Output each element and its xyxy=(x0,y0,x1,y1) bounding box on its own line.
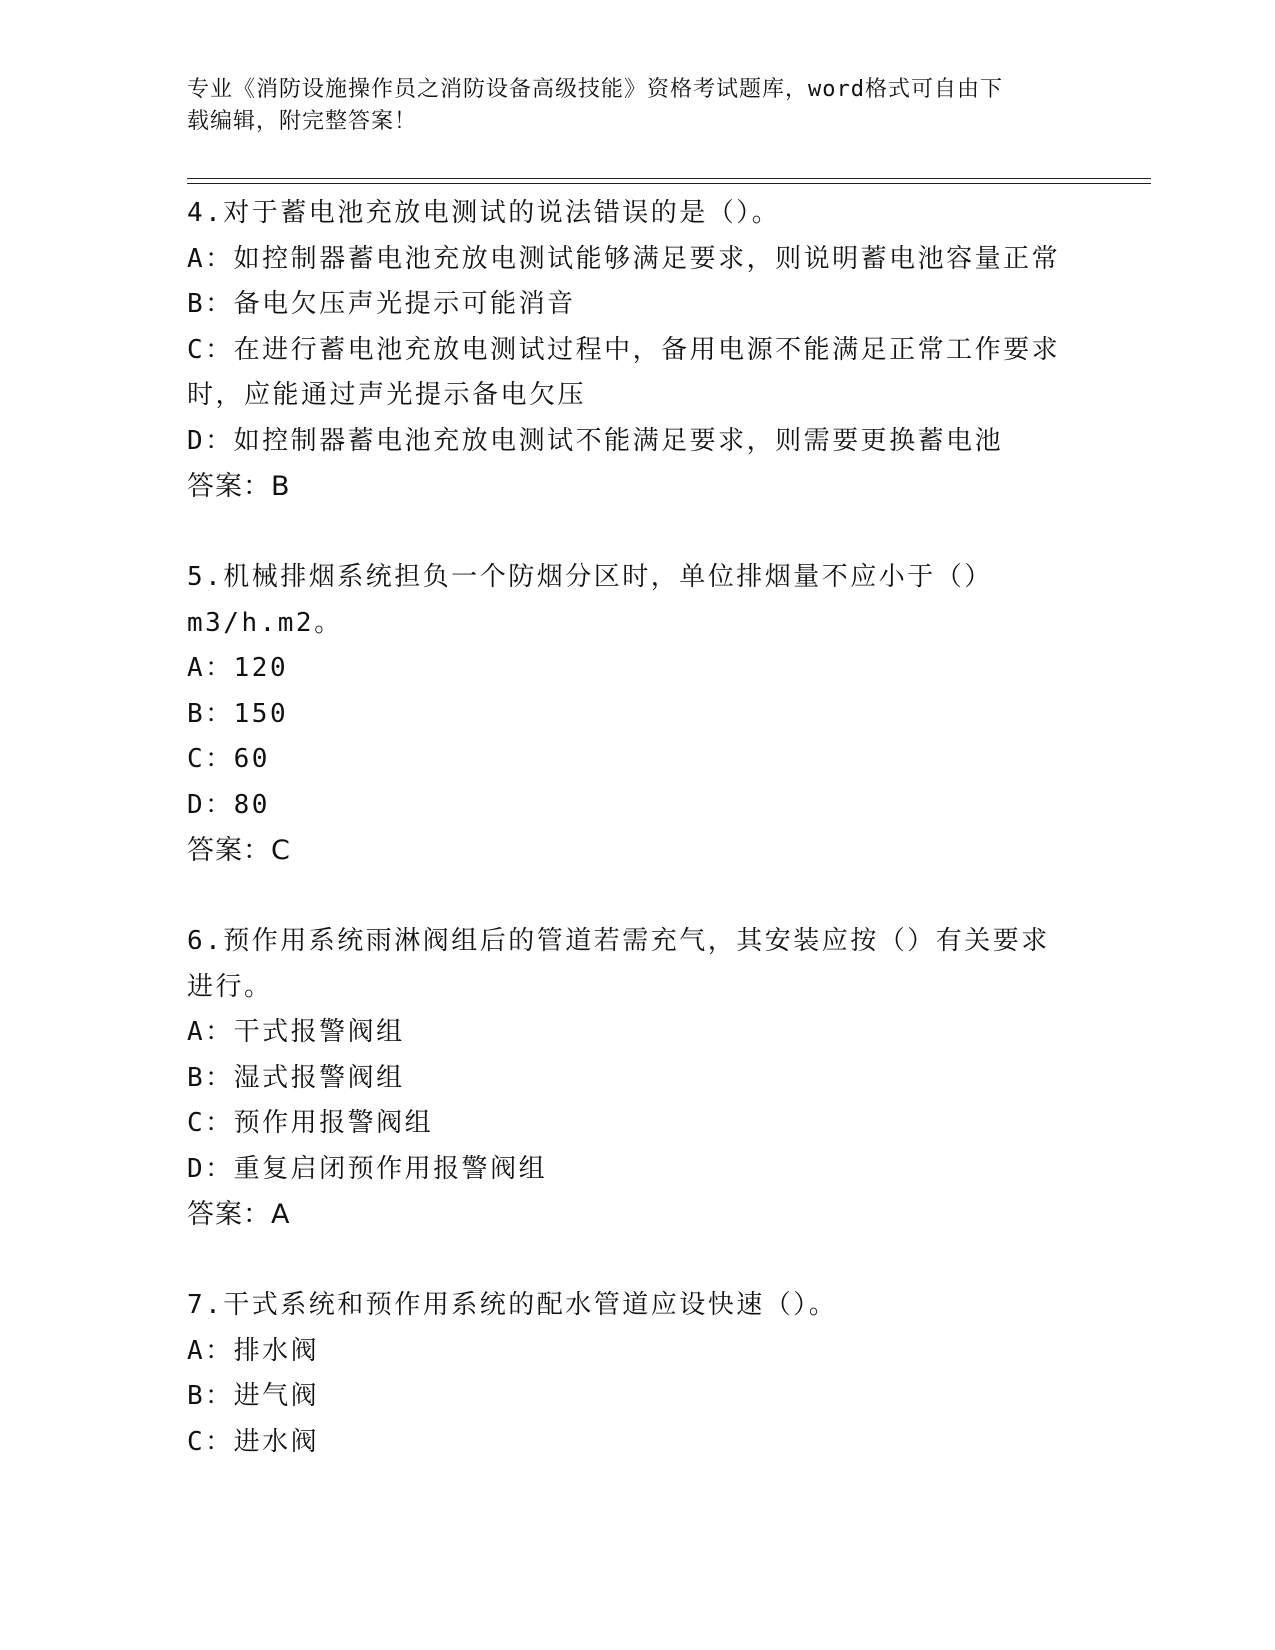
answer-line: 答案：B xyxy=(187,471,291,502)
question-block xyxy=(187,919,1087,1238)
answer-line: 答案：C xyxy=(187,835,291,866)
question-block xyxy=(187,191,1087,510)
question-list xyxy=(187,191,1087,1465)
option-line: A：如控制器蓄电池充放电测试能够满足要求，则说明蓄电池容量正常 xyxy=(187,243,1061,274)
option-line: C：进水阀 xyxy=(187,1426,320,1457)
question-stem: 7.干式系统和预作用系统的配水管道应设快速（）。 xyxy=(187,1290,838,1320)
question-stem: m3/h.m2。 xyxy=(187,607,343,638)
option-line: C：预作用报警阀组 xyxy=(187,1108,434,1138)
option-line: D：如控制器蓄电池充放电测试不能满足要求，则需要更换蓄电池 xyxy=(187,425,1004,456)
option-line: A：120 xyxy=(187,653,289,683)
option-line: B：湿式报警阀组 xyxy=(187,1062,405,1093)
option-line: B：进气阀 xyxy=(187,1381,320,1411)
question-spacer xyxy=(187,510,1087,556)
option-line: 时，应能通过声光提示备电欠压 xyxy=(187,380,587,410)
header-divider-top xyxy=(187,178,1151,179)
option-line: A：排水阀 xyxy=(187,1335,320,1366)
question-block xyxy=(187,1283,1087,1465)
question-stem: 6.预作用系统雨淋阀组后的管道若需充气，其安装应按（）有关要求 xyxy=(187,926,1050,956)
question-stem: 5.机械排烟系统担负一个防烟分区时，单位排烟量不应小于（） xyxy=(187,562,993,592)
option-line: A：干式报警阀组 xyxy=(187,1017,405,1047)
question-spacer xyxy=(187,1238,1087,1284)
option-line: D：80 xyxy=(187,789,270,820)
option-line: B：备电欠压声光提示可能消音 xyxy=(187,289,576,319)
header-line-2: 载编辑，附完整答案！ xyxy=(187,109,418,134)
header-divider-bottom xyxy=(187,183,1151,184)
question-stem: 4.对于蓄电池充放电测试的说法错误的是（）。 xyxy=(187,198,781,228)
option-line: C：在进行蓄电池充放电测试过程中，备用电源不能满足正常工作要求 xyxy=(187,334,1061,365)
answer-line: 答案：A xyxy=(187,1199,291,1230)
option-line: C：60 xyxy=(187,744,270,774)
document-header xyxy=(187,74,1087,138)
option-line: D：重复启闭预作用报警阀组 xyxy=(187,1153,548,1184)
header-line-1: 专业《消防设施操作员之消防设备高级技能》资格考试题库，word格式可自由下 xyxy=(187,77,1003,102)
question-stem: 进行。 xyxy=(187,971,273,1002)
question-block xyxy=(187,555,1087,874)
option-line: B：150 xyxy=(187,698,289,729)
question-spacer xyxy=(187,874,1087,920)
